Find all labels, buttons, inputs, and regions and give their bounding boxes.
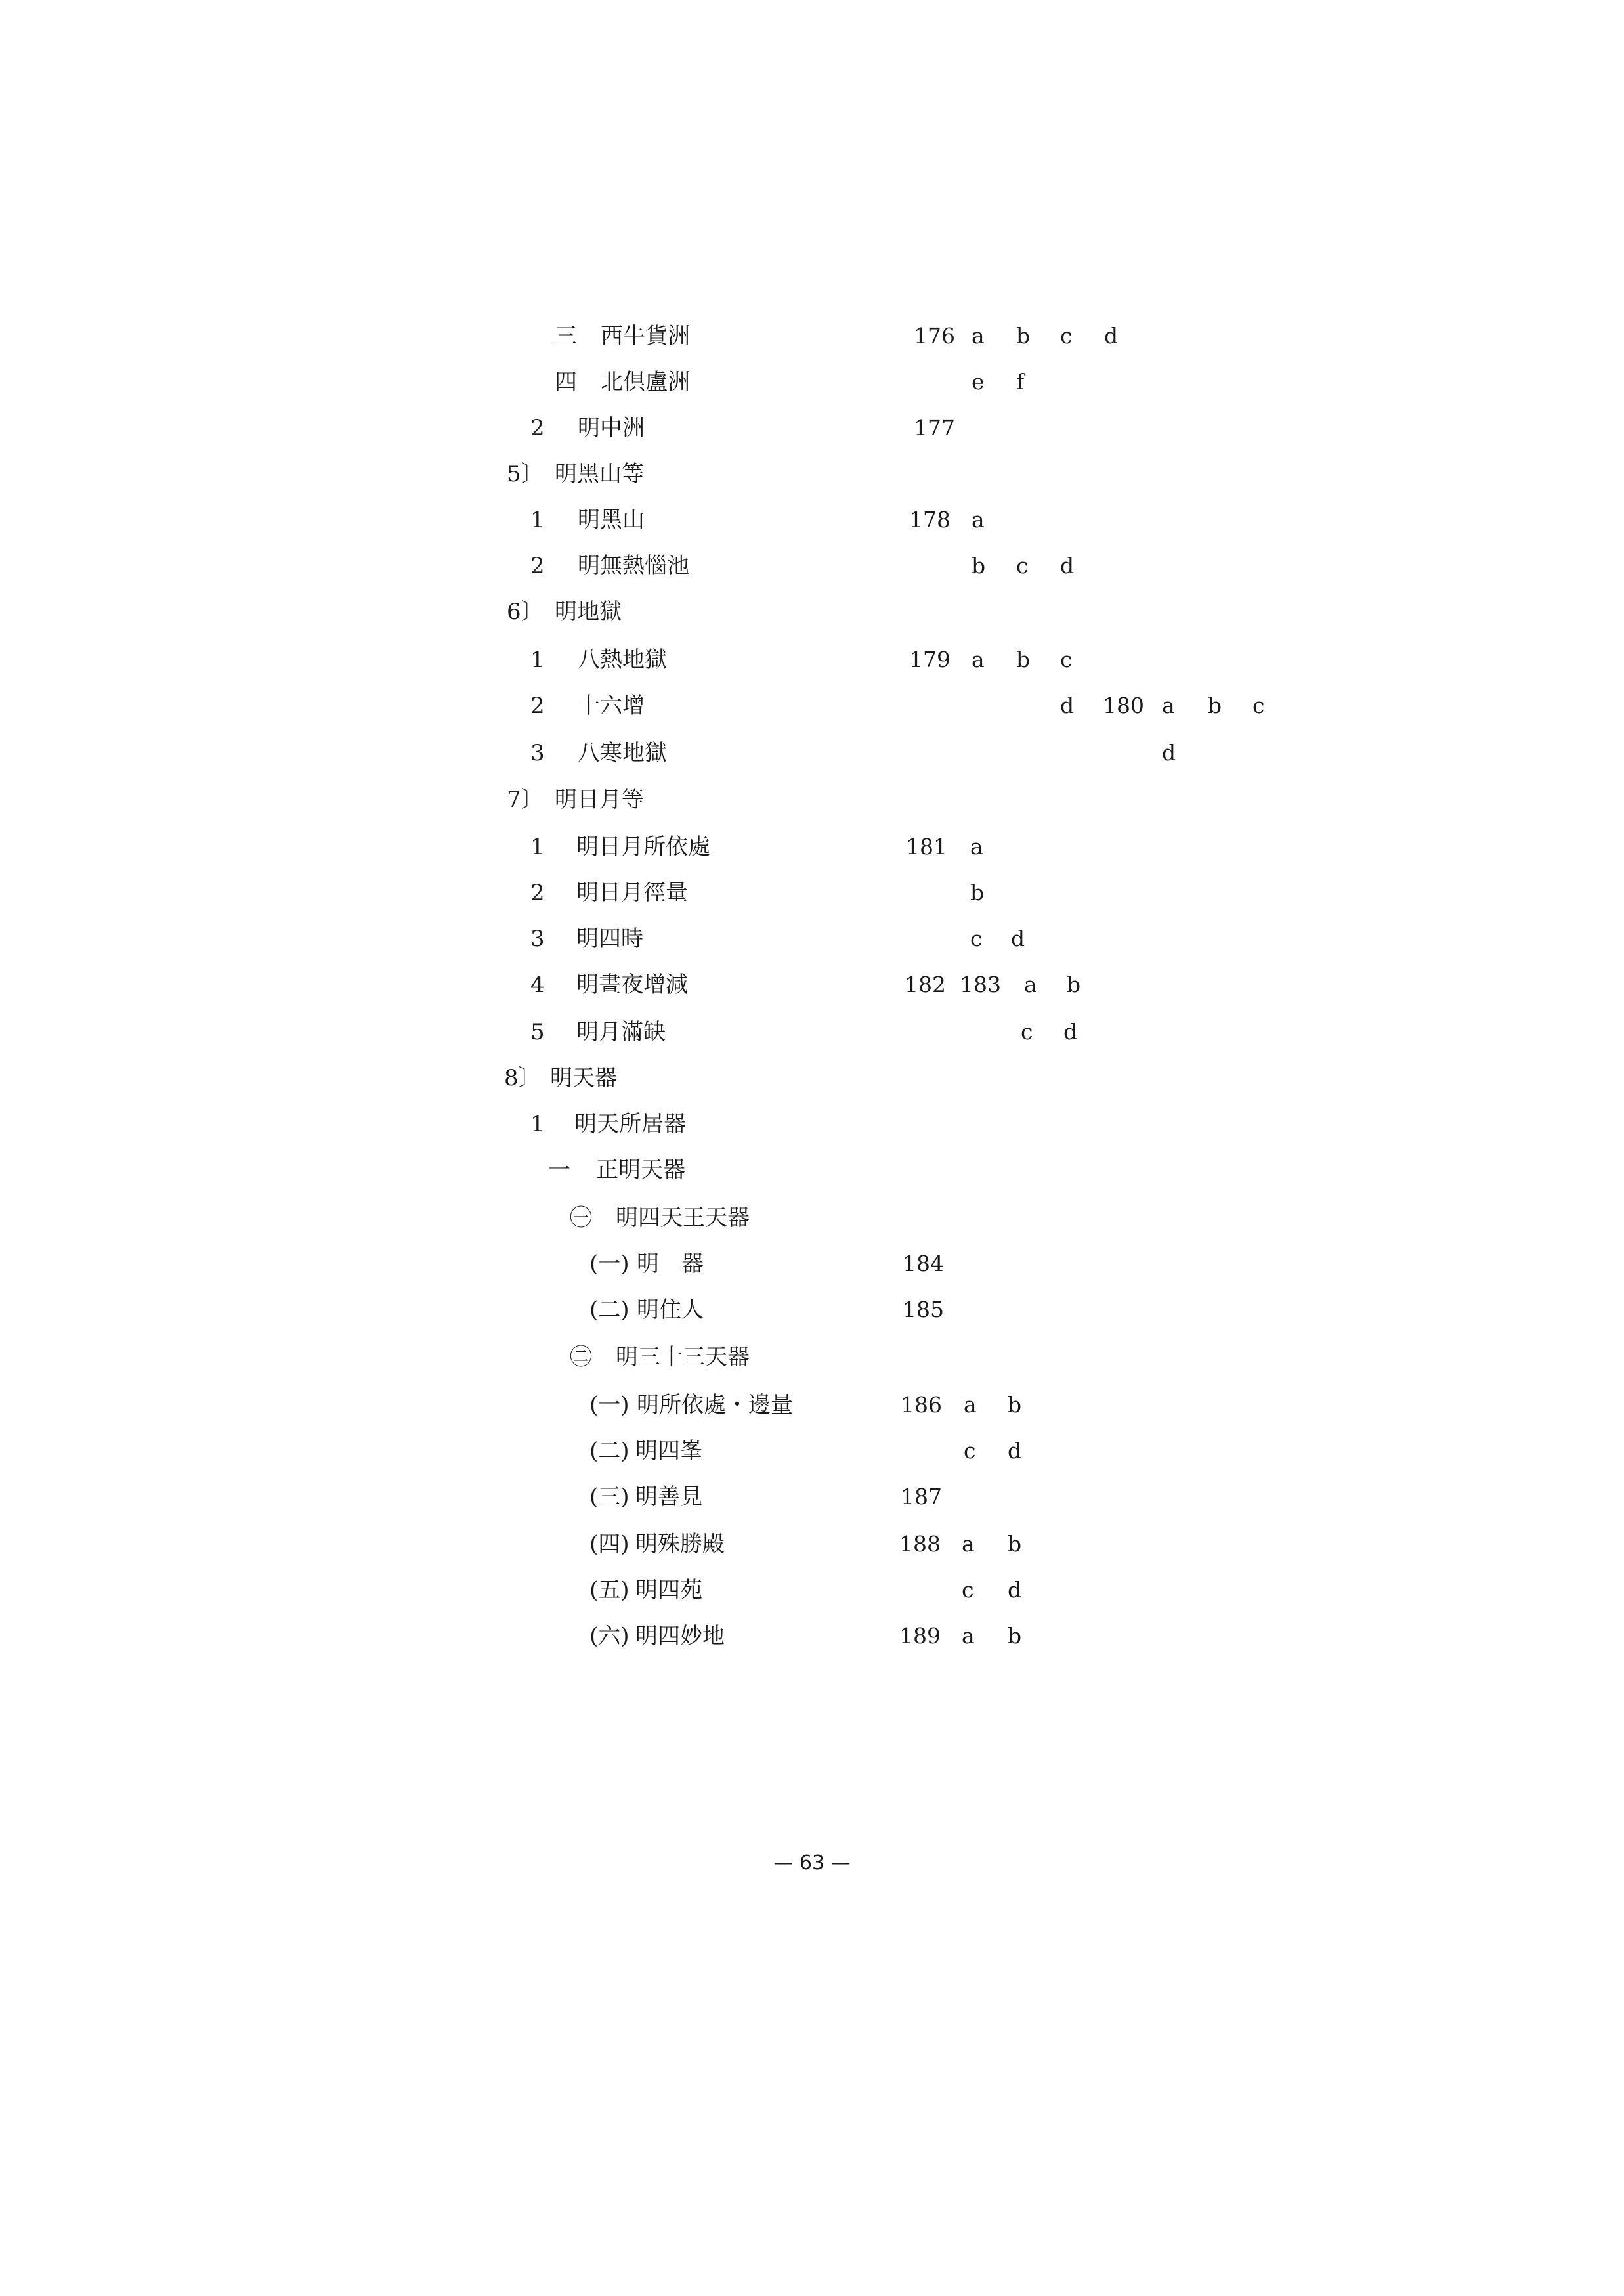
page-ref: 180: [1103, 693, 1144, 718]
page-ref: d: [1060, 693, 1075, 718]
toc-entry: [0, 1570, 1247, 1610]
page-ref: a: [962, 1623, 975, 1649]
page-ref: a: [1024, 972, 1037, 997]
page-ref: c: [1252, 693, 1265, 718]
entry-marker: 2: [530, 553, 545, 579]
entry-label: 明四時: [576, 926, 643, 952]
page-ref: d: [1060, 553, 1075, 578]
entry-marker: 6〕: [507, 599, 544, 625]
entry-marker: (一): [589, 1392, 630, 1418]
entry-marker: 四: [555, 369, 577, 395]
entry-marker: 1: [530, 1111, 545, 1137]
entry-marker: 1: [530, 834, 545, 860]
toc-entry: [0, 500, 1247, 540]
page-ref: 185: [903, 1297, 944, 1322]
entry-label: 明月滿缺: [576, 1019, 666, 1045]
toc-entry: [0, 780, 1247, 819]
entry-marker: (二): [589, 1438, 630, 1464]
page-ref: b: [1016, 647, 1031, 672]
page-ref: a: [972, 323, 985, 349]
entry-marker: (一): [589, 1251, 630, 1277]
toc-entry: [0, 965, 1247, 1005]
entry-marker: 7〕: [507, 787, 544, 813]
page-ref: d: [1104, 323, 1119, 349]
entry-marker: 2: [530, 880, 545, 906]
entry-marker: ㊁: [570, 1344, 592, 1370]
entry-label: 正明天器: [596, 1157, 685, 1183]
entry-label: 明四天王天器: [616, 1205, 750, 1231]
page-ref: d: [1008, 1438, 1022, 1463]
entry-label: 明天器: [550, 1065, 617, 1091]
entry-label: 明住人: [637, 1297, 704, 1323]
page-ref: 187: [901, 1484, 942, 1509]
page-ref: c: [1060, 323, 1073, 349]
toc-entry: [0, 827, 1247, 867]
page-ref: d: [1162, 740, 1176, 766]
toc-entry: [0, 546, 1247, 586]
entry-marker: 三: [555, 323, 577, 349]
page-ref: 183: [960, 972, 1001, 997]
entry-marker: 1: [530, 647, 545, 673]
entry-label: 明善見: [635, 1484, 702, 1510]
page-ref: c: [1016, 553, 1029, 578]
page-ref: 182: [905, 972, 946, 997]
toc-entry: [0, 733, 1247, 773]
page-ref: a: [964, 1392, 977, 1418]
toc-entry: [0, 1058, 1247, 1098]
page-ref: 181: [906, 834, 947, 859]
entry-marker: (二): [589, 1297, 630, 1323]
page-ref: c: [970, 926, 983, 951]
page-ref: d: [1063, 1019, 1078, 1045]
toc-entry: [0, 873, 1247, 913]
toc-entry: [0, 408, 1247, 448]
page-ref: b: [1067, 972, 1081, 997]
entry-marker: 2: [530, 415, 545, 441]
entry-label: 明三十三天器: [616, 1344, 750, 1370]
toc-entry: [0, 686, 1265, 726]
entry-label: 明日月徑量: [576, 880, 688, 906]
entry-label: 明殊勝殿: [635, 1531, 725, 1557]
toc-entry: [0, 362, 1247, 402]
toc-entry: [0, 1477, 1247, 1517]
page-ref: b: [1208, 693, 1222, 718]
entry-marker: ㊀: [570, 1205, 592, 1231]
page-ref: e: [972, 369, 985, 395]
entry-marker: 8〕: [504, 1065, 541, 1091]
entry-label: 明無熱惱池: [578, 553, 689, 579]
page-ref: d: [1008, 1577, 1022, 1603]
toc-entry: [0, 592, 1247, 632]
entry-label: 明晝夜增減: [576, 972, 688, 998]
page-ref: a: [972, 507, 985, 532]
toc-entry: [0, 1290, 1247, 1330]
page-ref: 177: [914, 415, 955, 441]
page-ref: b: [970, 880, 985, 905]
toc-entry: [0, 316, 1247, 356]
page-ref: 188: [899, 1531, 941, 1557]
entry-label: 明日月所依處: [576, 834, 710, 860]
toc-entry: [0, 1150, 1247, 1190]
entry-marker: (六): [589, 1623, 630, 1649]
page-ref: c: [1021, 1019, 1033, 1045]
entry-marker: 3: [530, 740, 545, 766]
page-ref: b: [1008, 1623, 1022, 1649]
entry-label: 明黑山: [578, 507, 645, 533]
page-ref: b: [1008, 1392, 1022, 1418]
toc-entry: [0, 919, 1247, 959]
entry-label: 明四苑: [635, 1577, 702, 1603]
page-ref: 189: [899, 1623, 941, 1649]
entry-label: 明日月等: [555, 787, 644, 813]
entry-label: 八寒地獄: [578, 740, 667, 766]
page-ref: a: [970, 834, 983, 859]
page-ref: b: [1008, 1531, 1022, 1557]
entry-marker: (三): [589, 1484, 630, 1510]
page-ref: 184: [903, 1251, 944, 1276]
page-ref: f: [1016, 369, 1025, 395]
entry-label: 明四妙地: [635, 1623, 725, 1649]
entry-label: 明天所居器: [574, 1111, 686, 1137]
entry-marker: 1: [530, 507, 545, 533]
entry-label: 明黑山等: [555, 461, 644, 487]
page-number: — 63 —: [773, 1852, 851, 1874]
toc-entry: [0, 640, 1247, 680]
entry-label: 明四峯: [635, 1438, 702, 1464]
page-ref: 176: [914, 323, 955, 349]
entry-label: 八熱地獄: [578, 647, 667, 673]
toc-entry: [0, 454, 1247, 494]
page-ref: a: [972, 647, 985, 672]
entry-marker: 2: [530, 693, 545, 719]
page-ref: b: [1016, 323, 1031, 349]
entry-marker: 5: [530, 1019, 545, 1045]
entry-label: 明中洲: [578, 415, 645, 441]
page-ref: a: [1162, 693, 1175, 718]
entry-marker: 一: [548, 1157, 570, 1183]
entry-marker: (五): [589, 1577, 630, 1603]
toc-entry: [0, 1244, 1247, 1284]
page-ref: b: [972, 553, 986, 578]
page-ref: c: [962, 1577, 974, 1603]
entry-marker: (四): [589, 1531, 630, 1557]
entry-marker: 3: [530, 926, 545, 952]
page-ref: 178: [909, 507, 951, 532]
entry-label: 明 器: [637, 1251, 704, 1277]
entry-marker: 4: [530, 972, 545, 998]
page-ref: a: [962, 1531, 975, 1557]
toc-entry: [0, 1525, 1247, 1564]
entry-label: 十六增: [578, 693, 645, 719]
page-ref: c: [1060, 647, 1073, 672]
toc-entry: [0, 1198, 1247, 1238]
page-ref: c: [964, 1438, 976, 1463]
entry-label: 明地獄: [555, 599, 622, 625]
entry-label: 西牛貨洲: [601, 323, 690, 349]
toc-entry: [0, 1012, 1247, 1052]
toc-entry: [0, 1616, 1247, 1656]
page-ref: 179: [909, 647, 951, 672]
entry-label: 明所依處・邊量: [637, 1392, 793, 1418]
page-ref: 186: [901, 1392, 942, 1418]
toc-entry: [0, 1385, 1247, 1425]
entry-label: 北倶盧洲: [601, 369, 690, 395]
toc-entry: [0, 1337, 1247, 1377]
page-ref: d: [1011, 926, 1025, 951]
toc-entry: [0, 1431, 1247, 1471]
entry-marker: 5〕: [507, 461, 544, 487]
toc-entry: [0, 1104, 1247, 1144]
